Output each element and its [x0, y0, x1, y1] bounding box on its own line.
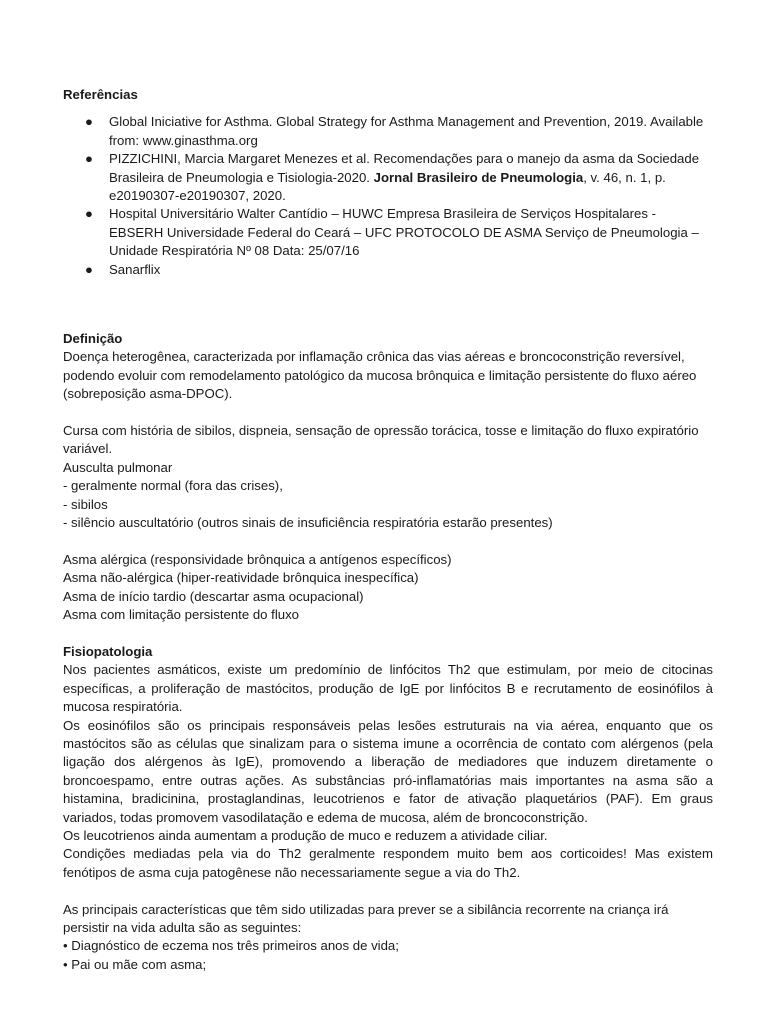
physiopathology-heading: Fisiopatologia [63, 643, 153, 659]
ausculta-line: - sibilos [63, 496, 108, 512]
reference-text: Hospital Universitário Walter Cantídio – HUWC Empresa Brasileira de Serviços Hospitalares - EBSERH Universidade Federal do Ceará – UFC PROTOCOLO DE ASMA Serviço de Pneumologia – Unidade Respiratória Nº 08 Data: 25/07/16 [109, 206, 699, 259]
ausculta-line: Ausculta pulmonar [63, 459, 173, 475]
asthma-type: Asma de início tardio (descartar asma ocupacional) [63, 588, 364, 604]
ausculta-line: - silêncio auscultatório (outros sinais de insuficiência respiratória estarão presentes) [63, 515, 553, 531]
bullet-icon: ● [85, 261, 93, 277]
physiopathology-paragraph: Nos pacientes asmáticos, existe um predomínio de linfócitos Th2 que estimulam, por meio de citocinas específicas, a proliferação de mastócitos, produção de IgE por linfócitos B e recrutamento de eosinófilos à mucosa respiratória. [63, 662, 713, 715]
bullet-icon: ● [85, 206, 93, 222]
prediction-paragraph: As principais características que têm sido utilizadas para prever se a sibilância recorrente na criança irá persistir na vida adulta são as seguintes: [63, 901, 669, 935]
reference-text: , v. 46, n. 1, p. e20190307-e20190307, 2020. [109, 169, 666, 204]
ausculta-line: - geralmente normal (fora das crises), [63, 478, 283, 494]
journal-name: Jornal Brasileiro de Pneumologia [373, 169, 584, 185]
physiopathology-paragraph: Condições mediadas pela via do Th2 geralmente respondem muito bem aos corticoides! Mas existem fenótipos de asma cuja patogênese não necessariamente segue a via do Th2. [63, 846, 713, 880]
reference-text: Global Iniciative for Asthma. Global Strategy for Asthma Management and Prevention, 2019. Available from: www.ginasthma.org [109, 114, 704, 148]
references-list [63, 113, 713, 279]
physiopathology-paragraph: Os eosinófilos são os principais responsáveis pelas lesões estruturais na via aérea, enquanto que os mastócitos são as células que sinalizam para o sistema imune a ocorrência de contato com alérgenos (pela ligação dos alérgenos às IgE), promovendo a liberação de mediadores que induzem diretamente o broncoespamo, entre outras ações. As substâncias pró-inflamatórias mais importantes na asma são a histamina, bradicinina, prostaglandinas, leucotrienos e fator de ativação plaquetários (PAF). Em graus variados, todas promovem vasodilatação e edema de mucosa, além de broncoconstrição. [63, 717, 713, 825]
reference-item [63, 261, 713, 279]
asthma-type: Asma com limitação persistente do fluxo [63, 607, 300, 623]
document-content [63, 86, 713, 974]
prediction-bullet: • Pai ou mãe com asma; [63, 956, 207, 972]
reference-text: Sanarflix [109, 261, 161, 277]
reference-item [63, 113, 713, 150]
asthma-type: Asma não-alérgica (hiper-reatividade brônquica inespecífica) [63, 570, 419, 586]
references-heading: Referências [63, 87, 138, 102]
prediction-bullet: • Diagnóstico de eczema nos três primeiros anos de vida; [63, 938, 399, 954]
reference-item [63, 150, 713, 205]
physiopathology-paragraph: Os leucotrienos ainda aumentam a produção de muco e reduzem a atividade ciliar. [63, 827, 548, 843]
reference-item [63, 205, 713, 260]
definition-paragraph: Doença heterogênea, caracterizada por inflamação crônica das vias aéreas e broncoconstrição reversível, podendo evoluir com remodelamento patológico da mucosa brônquica e limitação persistente do fluxo aéreo (sobreposição asma-DPOC). [63, 349, 697, 402]
clinical-paragraph: Cursa com história de sibilos, dispneia, sensação de opressão torácica, tosse e limitação do fluxo expiratório variável. [63, 423, 699, 457]
asthma-type: Asma alérgica (responsividade brônquica a antígenos específicos) [63, 551, 452, 567]
definition-heading: Definição [63, 331, 123, 347]
reference-text: PIZZICHINI, Marcia Margaret Menezes et al. Recomendações para o manejo da asma da Sociedade Brasileira de Pneumologia e Tisiologia-2020. [109, 151, 700, 185]
bullet-icon: ● [85, 151, 93, 167]
bullet-icon: ● [85, 114, 93, 130]
